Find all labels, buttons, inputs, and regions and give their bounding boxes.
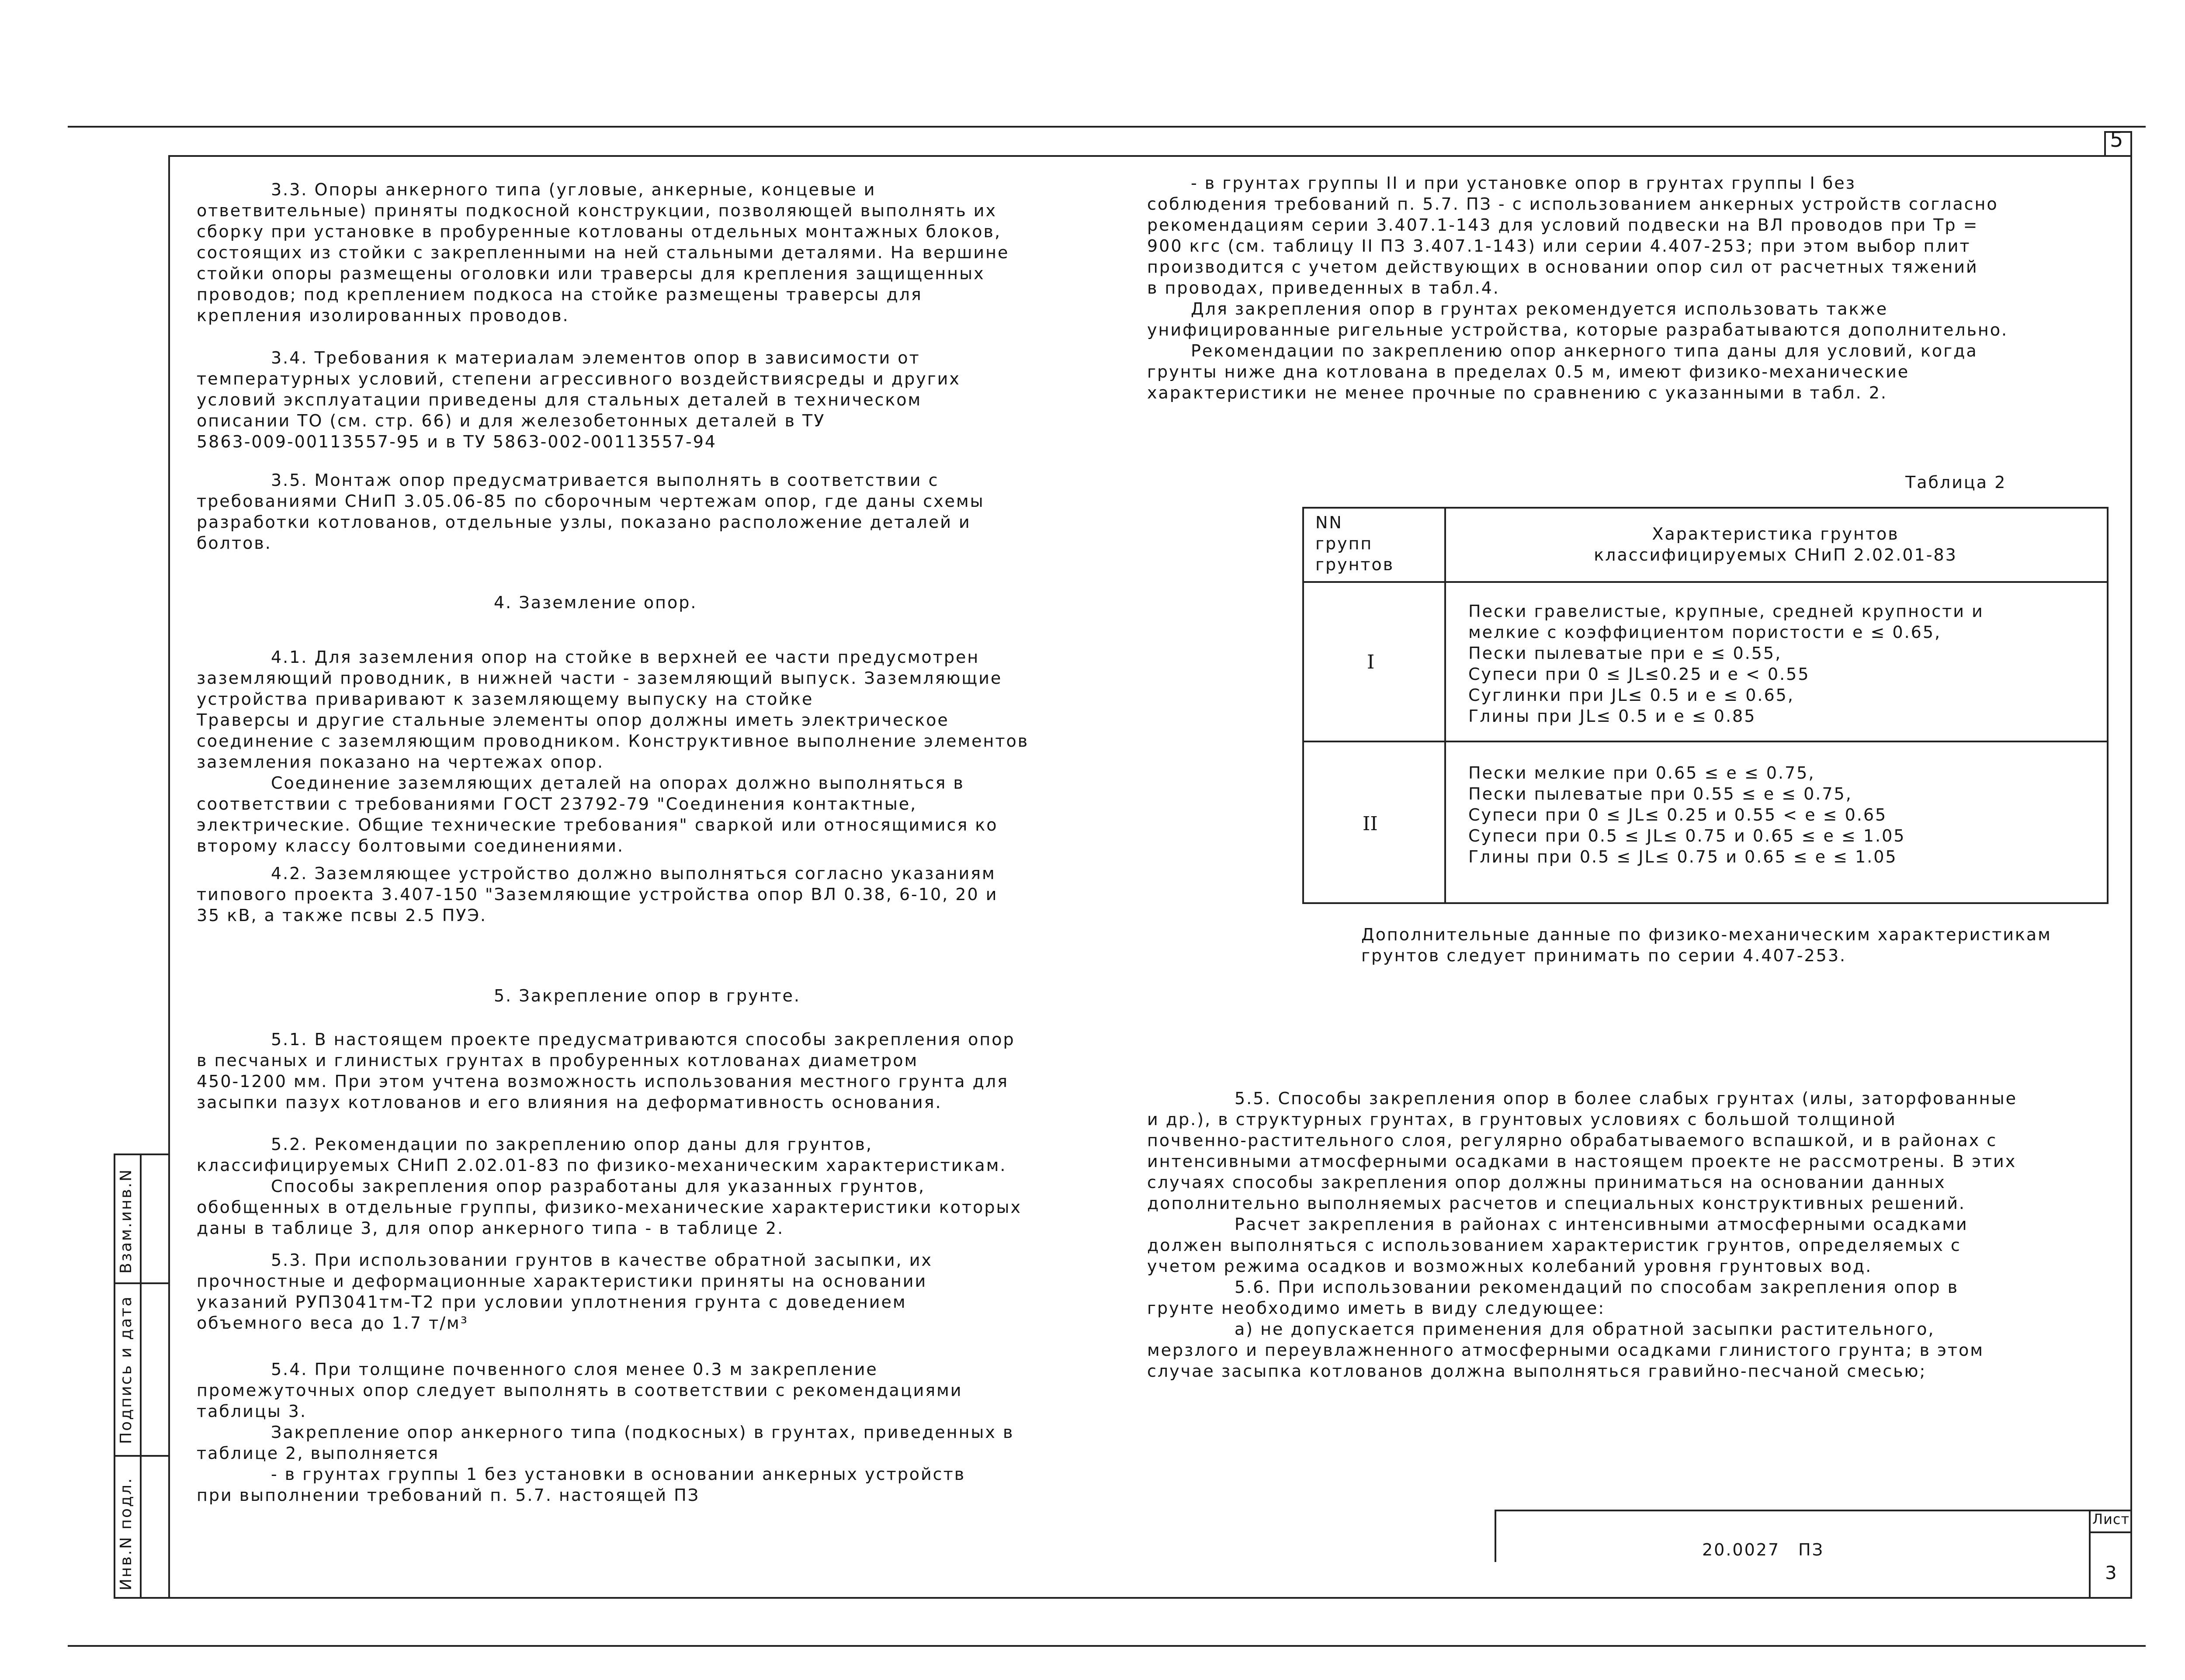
sheet-number: 3: [2105, 1562, 2118, 1583]
table-col-divider: [1444, 507, 1446, 904]
characteristic-line: Супеси при 0.5 ≤ JL≤ 0.75 и 0.65 ≤ е ≤ 1.05: [1468, 826, 1906, 845]
section-heading: 4. Заземление опор.: [494, 593, 697, 612]
paragraph-line: проводов; под креплением подкоса на стойке размещены траверсы для: [197, 285, 923, 304]
header-groups-line: групп: [1315, 534, 1373, 553]
table-row1-characteristics: [1468, 601, 1984, 727]
paragraph-line: 3.5. Монтаж опор предусматривается выполнять в соответствии с: [271, 471, 939, 490]
paragraph-line: засыпки пазух котлованов и его влияния на деформативность основания.: [197, 1093, 942, 1112]
section-heading: 5. Закрепление опор в грунте.: [494, 986, 801, 1005]
paragraph-line: устройства приваривают к заземляющему выпуску на стойке: [197, 689, 814, 709]
inner-top-border: [168, 155, 2130, 157]
paragraph-line: 450-1200 мм. При этом учтена возможность использования местного грунта для: [197, 1072, 1009, 1091]
table-row1-bottom: [1302, 741, 2109, 742]
characteristic-line: Пески мелкие при 0.65 ≤ е ≤ 0.75,: [1468, 763, 1815, 783]
paragraph-line: при выполнении требований п. 5.7. настоящей ПЗ: [197, 1486, 700, 1505]
side-stamp-right: [168, 1153, 170, 1599]
table-row2-characteristics: [1468, 762, 1905, 867]
paragraph-line: 900 кгс (см. таблицу II ПЗ 3.407.1-143) или серии 4.407-253; при этом выбор плит: [1147, 236, 1971, 256]
paragraph-line: соответствии с требованиями ГОСТ 23792-79 "Соединения контактные,: [197, 794, 917, 814]
characteristic-line: Пески гравелистые, крупные, средней крупности и: [1468, 602, 1984, 621]
sheet-box-left: [2104, 131, 2106, 155]
paragraph-line: температурных условий, степени агрессивного воздействиясреды и других: [197, 369, 961, 388]
paragraph-line: характеристики не менее прочные по сравнению с указанными в табл. 2.: [1147, 383, 1887, 402]
paragraph-line: стойки опоры размещены оголовки или траверсы для крепления защищенных: [197, 264, 985, 283]
paragraph-line: унифицированные ригельные устройства, которые разрабатываются дополнительно.: [1147, 320, 2008, 339]
page-bottom-line: [68, 1645, 2146, 1647]
sheet-number-top: 5: [2110, 128, 2125, 152]
paragraph-line: 5.6. При использовании рекомендаций по способам закрепления опор в: [1235, 1278, 1959, 1297]
table-note: [1361, 924, 2052, 966]
characteristic-line: Супеси при 0 ≤ JL≤ 0.25 и 0.55 < е ≤ 0.65: [1468, 805, 1887, 824]
header-char-line: классифицируемых СНиП 2.02.01-83: [1594, 545, 1957, 565]
title-block-left: [1495, 1510, 1496, 1562]
paragraph-line: Способы закрепления опор разработаны для указанных грунтов,: [271, 1177, 926, 1196]
side-stamp-mid: [140, 1153, 142, 1599]
paragraph-line: почвенно-растительного слоя, регулярно обрабатываемого вспашкой, и в районах с: [1147, 1131, 1998, 1150]
paragraph-line: - в грунтах группы II и при установке опор в грунтах группы I без: [1191, 173, 1856, 193]
sheet-label: Лист: [2092, 1511, 2130, 1528]
paragraph-line: типового проекта 3.407-150 "Заземляющие устройства опор ВЛ 0.38, 6-10, 20 и: [197, 885, 998, 904]
table-row1-group: I: [1367, 651, 1375, 673]
paragraph-line: производится с учетом действующих в основании опор сил от расчетных тяжений: [1147, 257, 1978, 277]
title-block-sheet-divider: [2089, 1510, 2091, 1597]
characteristic-line: мелкие с коэффициентом пористости е ≤ 0.65,: [1468, 623, 1942, 642]
paragraph-line: грунте необходимо иметь в виду следующее:: [1147, 1299, 1606, 1318]
paragraph-line: ответвительные) приняты подкосной конструкции, позволяющей выполнять их: [197, 201, 997, 220]
paragraph-line: Траверсы и другие стальные элементы опор должны иметь электрическое: [197, 710, 949, 730]
side-stamp-sep2: [114, 1455, 168, 1457]
paragraph-line: мерзлого и переувлажненного атмосферными осадками глинистого грунта; в этом: [1147, 1341, 1984, 1360]
paragraph-line: и др.), в структурных грунтах, в грунтовых условиях с большой толщиной: [1147, 1110, 1897, 1129]
paragraph-line: состоящих из стойки с закрепленными на ней стальными деталями. На вершине: [197, 243, 1009, 262]
paragraph-line: 5.5. Способы закрепления опор в более слабых грунтах (илы, заторфованные: [1235, 1089, 2017, 1108]
paragraph-line: обобщенных в отдельные группы, физико-механические характеристики которых: [197, 1198, 1022, 1217]
paragraph-line: 4.1. Для заземления опор на стойке в верхней ее части предусмотрен: [271, 648, 980, 667]
paragraph-line: 35 кВ, а также псвы 2.5 ПУЭ.: [197, 906, 487, 925]
paragraph-line: грунты ниже дна котлована в пределах 0.5 м, имеют физико-механические: [1147, 362, 1910, 381]
paragraph-line: заземления показано на чертежах опор.: [197, 752, 604, 772]
paragraph-line: дополнительно выполняемых расчетов и специальных конструктивных решений.: [1147, 1194, 1966, 1213]
paragraph-line: должен выполняться с использованием характеристик грунтов, определяемых с: [1147, 1236, 1961, 1255]
paragraph-line: в проводах, приведенных в табл.4.: [1147, 278, 1500, 298]
side-stamp-left: [114, 1153, 115, 1599]
paragraph-line: Для закрепления опор в грунтах рекомендуется использовать также: [1191, 299, 1888, 319]
characteristic-line: Глины при JL≤ 0.5 и е ≤ 0.85: [1468, 707, 1756, 726]
paragraph-line: случаях способы закрепления опор должны приниматься на основании данных: [1147, 1173, 1946, 1192]
characteristic-line: Пески пылеватые при е ≤ 0.55,: [1468, 644, 1782, 663]
paragraph-line: случае засыпка котлованов должна выполняться гравийно-песчаной смесью;: [1147, 1361, 1927, 1381]
paragraph-line: Закрепление опор анкерного типа (подкосных) в грунтах, приведенных в: [271, 1423, 1014, 1442]
paragraph-line: 5.4. При толщине почвенного слоя менее 0.3 м закрепление: [271, 1360, 878, 1379]
title-block-top: [1495, 1510, 2132, 1511]
table-header-bottom: [1302, 581, 2109, 583]
paragraph-line: заземляющий проводник, в нижней части - заземляющий выпуск. Заземляющие: [197, 669, 1002, 688]
paragraph-line: - в грунтах группы 1 без установки в основании анкерных устройств: [271, 1465, 966, 1484]
table-caption: Таблица 2: [1905, 473, 2007, 492]
paragraph-line: объемного веса до 1.7 т/м³: [197, 1313, 468, 1333]
paragraph-line: болтов.: [197, 533, 272, 553]
doc-code: 20.0027: [1702, 1540, 1780, 1559]
table-bottom: [1302, 902, 2109, 904]
paragraph-line: 4.2. Заземляющее устройство должно выполняться согласно указаниям: [271, 864, 996, 883]
paragraph-line: рекомендациям серии 3.407.1-143 для условий подвески на ВЛ проводов при Тр =: [1147, 215, 1979, 235]
paragraph-line: соединение с заземляющим проводником. Конструктивное выполнение элементов: [197, 731, 1029, 751]
table-header-characteristic: [1444, 523, 2107, 565]
paragraph-line: требованиями СНиП 3.05.06-85 по сборочным чертежам опор, где даны схемы: [197, 492, 985, 511]
paragraph-line: Рекомендации по закреплению опор анкерного типа даны для условий, когда: [1191, 341, 1978, 360]
side-stamp-inv-label: Инв.N подл.: [117, 1477, 135, 1590]
top-border: [68, 126, 2146, 128]
inner-right-border: [2130, 131, 2132, 1597]
table-top: [1302, 507, 2109, 509]
paragraph-line: 3.3. Опоры анкерного типа (угловые, анкерные, концевые и: [271, 180, 876, 199]
header-groups-line: NN: [1315, 513, 1343, 532]
paragraph-line: а) не допускается применения для обратной засыпки растительного,: [1235, 1320, 1935, 1339]
paragraph-line: промежуточных опор следует выполнять в соответствии с рекомендациями: [197, 1381, 963, 1400]
paragraph-line: электрические. Общие технические требования" сваркой или относящимися ко: [197, 815, 998, 835]
characteristic-line: Пески пылеватые при 0.55 ≤ е ≤ 0.75,: [1468, 784, 1852, 804]
table-right: [2107, 507, 2109, 904]
side-stamp-sep1: [114, 1282, 168, 1284]
paragraph-line: 5.1. В настоящем проекте предусматриваются способы закрепления опор: [271, 1030, 1015, 1049]
header-char-line: Характеристика грунтов: [1652, 524, 1899, 544]
paragraph-line: указаний РУП3041тм-Т2 при условии уплотнения грунта с доведением: [197, 1292, 907, 1312]
table-note-line: грунтов следует принимать по серии 4.407-253.: [1361, 946, 1847, 965]
side-stamp-replace-label: Взам.инв.N: [117, 1168, 135, 1274]
paragraph-line: 5.3. При использовании грунтов в качестве обратной засыпки, их: [271, 1250, 933, 1270]
paragraph-line: Расчет закрепления в районах с интенсивными атмосферными осадками: [1235, 1215, 1968, 1234]
paragraph-line: условий эксплуатации приведены для стальных деталей в техническом: [197, 390, 922, 409]
paragraph-line: второму классу болтовыми соединениями.: [197, 836, 624, 856]
paragraph-line: классифицируемых СНиП 2.02.01-83 по физико-механическим характеристикам.: [197, 1156, 1007, 1175]
paragraph-line: сборку при установке в пробуренные котлованы отдельных монтажных блоков,: [197, 222, 1002, 241]
paragraph-line: учетом режима осадков и возможных колебаний уровня грунтовых вод.: [1147, 1257, 1873, 1276]
characteristic-line: Глины при 0.5 ≤ JL≤ 0.75 и 0.65 ≤ е ≤ 1.05: [1468, 847, 1897, 866]
table-header-groups: [1315, 512, 1394, 575]
title-block-sheet-label-line: [2089, 1531, 2132, 1533]
doc-type: ПЗ: [1798, 1540, 1824, 1559]
bottom-border: [114, 1597, 2132, 1599]
paragraph-line: описании ТО (см. стр. 66) и для железобетонных деталей в ТУ: [197, 411, 825, 430]
paragraph-line: Соединение заземляющих деталей на опорах должно выполняться в: [271, 773, 964, 793]
paragraph-line: соблюдения требований п. 5.7. ПЗ - с использованием анкерных устройств согласно: [1147, 194, 1998, 214]
paragraph-line: 3.4. Требования к материалам элементов опор в зависимости от: [271, 348, 920, 367]
paragraph-line: 5.2. Рекомендации по закреплению опор даны для грунтов,: [271, 1135, 873, 1154]
paragraph-line: таблицы 3.: [197, 1402, 307, 1421]
table-row2-group: II: [1363, 813, 1378, 835]
paragraph-line: интенсивными атмосферными осадками в настоящем проекте не рассмотрены. В этих: [1147, 1152, 2017, 1171]
side-stamp-sign-label: Подпись и дата: [117, 1295, 135, 1444]
paragraph-line: в песчаных и глинистых грунтах в пробуренных котлованах диаметром: [197, 1051, 919, 1070]
paragraph-line: крепления изолированных проводов.: [197, 306, 569, 325]
characteristic-line: Суглинки при JL≤ 0.5 и е ≤ 0.65,: [1468, 686, 1794, 705]
table-note-line: Дополнительные данные по физико-механическим характеристикам: [1361, 925, 2052, 944]
table-left: [1302, 507, 1304, 904]
paragraph-line: 5863-009-00113557-95 и в ТУ 5863-002-00113557-94: [197, 432, 717, 451]
paragraph-line: даны в таблице 3, для опор анкерного типа - в таблице 2.: [197, 1219, 784, 1238]
paragraph-line: таблице 2, выполняется: [197, 1444, 440, 1463]
side-stamp-top: [114, 1153, 168, 1155]
paragraph-line: разработки котлованов, отдельные узлы, показано расположение деталей и: [197, 513, 971, 532]
characteristic-line: Супеси при 0 ≤ JL≤0.25 и е < 0.55: [1468, 665, 1810, 684]
header-groups-line: грунтов: [1315, 555, 1394, 574]
paragraph-line: прочностные и деформационные характеристики приняты на основании: [197, 1271, 927, 1291]
